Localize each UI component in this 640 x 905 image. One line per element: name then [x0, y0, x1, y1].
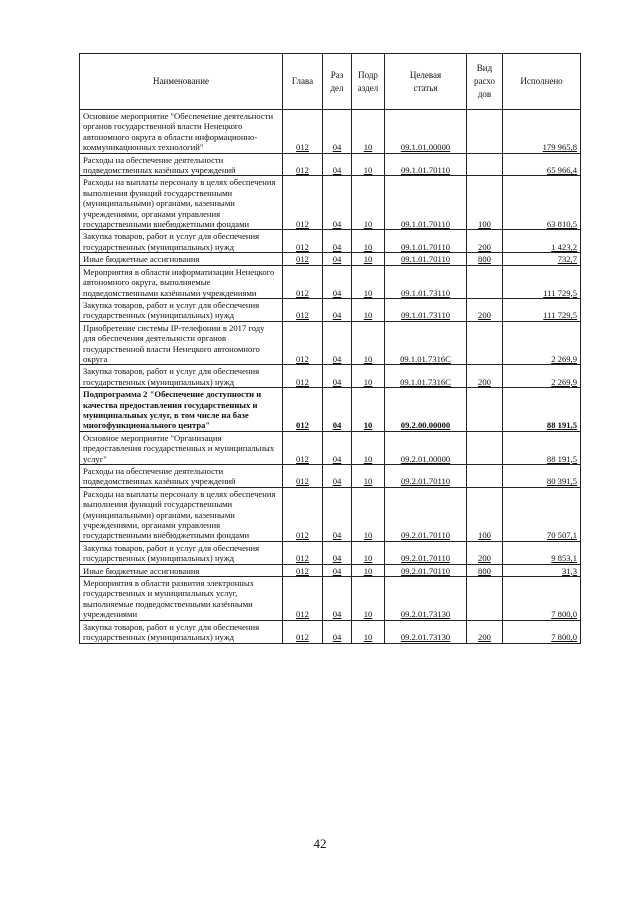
table-row — [80, 431, 581, 464]
cell-expense-type — [467, 577, 503, 621]
cell-expense-type — [467, 230, 503, 253]
cell-target — [385, 365, 467, 388]
table-row — [80, 253, 581, 265]
table-body — [80, 110, 581, 644]
cell-section-value: 04 — [332, 310, 342, 321]
cell-expense-type — [467, 620, 503, 643]
cell-target-value: 09.1.01.7316С — [400, 353, 451, 364]
cell-expense-type — [467, 321, 503, 365]
cell-target-value: 09.1.01.70110 — [400, 254, 451, 265]
cell-expense-type — [467, 253, 503, 265]
cell-subsection-value: 10 — [363, 241, 373, 252]
cell-target-value: 09.1.01.00000 — [400, 142, 451, 153]
cell-section-value: 04 — [332, 165, 342, 176]
cell-executed-value: 7 800,0 — [551, 609, 577, 620]
cell-target-value: 09.1.01.73110 — [400, 287, 451, 298]
cell-section — [323, 321, 352, 365]
cell-executed-value: 179 965,8 — [542, 142, 577, 153]
cell-executed — [503, 110, 581, 154]
cell-name: Закупка товаров, работ и услуг для обеспечения государственных (муниципальных) нужд — [80, 541, 283, 564]
cell-target-value: 09.2.00.00000 — [400, 420, 451, 431]
cell-subsection — [352, 388, 385, 432]
cell-executed-value: 31,3 — [561, 565, 577, 576]
cell-chapter-value: 012 — [296, 609, 309, 620]
cell-subsection-value: 10 — [363, 310, 373, 321]
cell-chapter-value: 012 — [296, 254, 309, 265]
budget-table — [79, 53, 581, 644]
table-row — [80, 541, 581, 564]
cell-chapter-value: 012 — [296, 565, 309, 576]
cell-chapter-value: 012 — [296, 453, 309, 464]
cell-target-value: 09.1.01.7316С — [400, 376, 451, 387]
cell-chapter-value: 012 — [296, 376, 309, 387]
cell-target-value: 09.2.01.70110 — [400, 565, 451, 576]
header-subsection: Подр аздел — [352, 54, 385, 110]
cell-subsection — [352, 110, 385, 154]
cell-target-value: 09.2.01.70110 — [400, 530, 451, 541]
cell-subsection-value: 10 — [363, 287, 373, 298]
cell-subsection-value: 10 — [363, 165, 373, 176]
header-expense-type: Вид расхо дов — [467, 54, 503, 110]
cell-target-value: 09.2.01.70110 — [400, 476, 451, 487]
cell-name: Основное мероприятие "Организация предоставления государственных и муниципальных услуг" — [80, 431, 283, 464]
cell-chapter-value: 012 — [296, 241, 309, 252]
cell-target — [385, 564, 467, 576]
cell-executed — [503, 487, 581, 541]
table-row — [80, 620, 581, 643]
cell-executed-value: 1 423,2 — [551, 241, 577, 252]
cell-chapter — [283, 620, 323, 643]
cell-name: Мероприятия в области развития электронных государственных и муниципальных услуг, выполняемые подведомственными казёнными учреждениями — [80, 577, 283, 621]
cell-name: Расходы на выплаты персоналу в целях обеспечения выполнения функций государственными (муниципальными) органами, казенными учреждениями, органами управления государственными внебюджетными фондами — [80, 487, 283, 541]
table-row — [80, 365, 581, 388]
cell-executed-value: 111 729,5 — [543, 287, 577, 298]
cell-subsection — [352, 253, 385, 265]
cell-executed — [503, 265, 581, 298]
header-executed: Исполнено — [503, 54, 581, 110]
cell-executed-value: 2 269,9 — [551, 376, 577, 387]
cell-expense-type — [467, 298, 503, 321]
cell-section-value: 04 — [332, 420, 342, 431]
cell-expense-type-value: 200 — [478, 553, 491, 564]
cell-chapter-value: 012 — [296, 420, 309, 431]
cell-target-value: 09.2.01.73130 — [400, 632, 451, 643]
cell-expense-type — [467, 365, 503, 388]
cell-subsection-value: 10 — [363, 142, 373, 153]
table-row — [80, 298, 581, 321]
cell-expense-type-value: 100 — [478, 219, 491, 230]
cell-name: Закупка товаров, работ и услуг для обеспечения государственных (муниципальных) нужд — [80, 365, 283, 388]
cell-executed-value: 80 391,5 — [546, 476, 577, 487]
cell-expense-type — [467, 265, 503, 298]
cell-section — [323, 541, 352, 564]
cell-section-value: 04 — [332, 241, 342, 252]
cell-chapter-value: 012 — [296, 632, 309, 643]
cell-executed — [503, 253, 581, 265]
cell-section-value: 04 — [332, 609, 342, 620]
cell-subsection — [352, 298, 385, 321]
cell-subsection — [352, 465, 385, 488]
cell-section-value: 04 — [332, 453, 342, 464]
cell-target — [385, 153, 467, 176]
cell-target — [385, 110, 467, 154]
cell-target — [385, 265, 467, 298]
cell-target-value: 09.1.01.70110 — [400, 165, 451, 176]
cell-name: Закупка товаров, работ и услуг для обеспечения государственных (муниципальных) нужд — [80, 298, 283, 321]
cell-executed — [503, 388, 581, 432]
cell-executed — [503, 541, 581, 564]
table-header-row — [80, 54, 581, 110]
cell-section-value: 04 — [332, 530, 342, 541]
cell-section-value: 04 — [332, 142, 342, 153]
table-row — [80, 153, 581, 176]
cell-chapter — [283, 321, 323, 365]
cell-section — [323, 253, 352, 265]
cell-executed-value: 732,7 — [557, 254, 577, 265]
cell-executed — [503, 153, 581, 176]
cell-expense-type — [467, 110, 503, 154]
cell-subsection-value: 10 — [363, 632, 373, 643]
cell-subsection-value: 10 — [363, 376, 373, 387]
cell-target — [385, 577, 467, 621]
cell-section — [323, 298, 352, 321]
cell-section — [323, 176, 352, 230]
cell-chapter-value: 012 — [296, 165, 309, 176]
cell-expense-type-value: 800 — [478, 565, 491, 576]
cell-executed — [503, 321, 581, 365]
cell-executed-value: 9 853,1 — [551, 553, 577, 564]
cell-subsection-value: 10 — [363, 609, 373, 620]
cell-target — [385, 176, 467, 230]
cell-subsection — [352, 564, 385, 576]
cell-executed-value: 88 191,5 — [546, 453, 577, 464]
cell-subsection — [352, 431, 385, 464]
cell-chapter — [283, 230, 323, 253]
cell-chapter-value: 012 — [296, 530, 309, 541]
cell-executed — [503, 230, 581, 253]
budget-table-container — [79, 53, 580, 644]
cell-expense-type — [467, 153, 503, 176]
header-target: Целевая статья — [385, 54, 467, 110]
cell-subsection-value: 10 — [363, 565, 373, 576]
cell-name: Иные бюджетные ассигнования — [80, 564, 283, 576]
cell-subsection — [352, 153, 385, 176]
cell-target-value: 09.1.01.70110 — [400, 241, 451, 252]
cell-section — [323, 620, 352, 643]
cell-section — [323, 388, 352, 432]
cell-subsection — [352, 620, 385, 643]
cell-section — [323, 265, 352, 298]
cell-expense-type-value: 800 — [478, 254, 491, 265]
cell-chapter — [283, 176, 323, 230]
table-row — [80, 577, 581, 621]
cell-target — [385, 465, 467, 488]
cell-subsection-value: 10 — [363, 476, 373, 487]
cell-subsection — [352, 230, 385, 253]
cell-chapter — [283, 388, 323, 432]
cell-expense-type — [467, 541, 503, 564]
cell-expense-type — [467, 487, 503, 541]
cell-section-value: 04 — [332, 376, 342, 387]
cell-chapter-value: 012 — [296, 219, 309, 230]
cell-executed — [503, 577, 581, 621]
cell-executed — [503, 465, 581, 488]
cell-section — [323, 487, 352, 541]
cell-expense-type-value: 200 — [478, 310, 491, 321]
cell-target-value: 09.2.01.00000 — [400, 453, 451, 464]
cell-target-value: 09.1.01.70110 — [400, 219, 451, 230]
cell-name: Расходы на выплаты персоналу в целях обеспечения выполнения функций государственными (муниципальными) органами, казенными учреждениями, органами управления государственными внебюджетными фондами — [80, 176, 283, 230]
cell-section — [323, 110, 352, 154]
cell-name: Расходы на обеспечение деятельности подведомственных казённых учреждений — [80, 465, 283, 488]
cell-expense-type-value: 200 — [478, 632, 491, 643]
cell-section-value: 04 — [332, 565, 342, 576]
cell-chapter — [283, 465, 323, 488]
cell-chapter-value: 012 — [296, 310, 309, 321]
cell-subsection — [352, 541, 385, 564]
cell-section — [323, 564, 352, 576]
cell-subsection — [352, 365, 385, 388]
cell-name: Закупка товаров, работ и услуг для обеспечения государственных (муниципальных) нужд — [80, 620, 283, 643]
cell-name: Приобретение системы IP-телефонии в 2017 году для обеспечения деятельности органов государственной власти Ненецкого автономного округа — [80, 321, 283, 365]
cell-section — [323, 431, 352, 464]
cell-section-value: 04 — [332, 287, 342, 298]
cell-section — [323, 230, 352, 253]
cell-executed-value: 63 810,5 — [546, 219, 577, 230]
cell-name: Расходы на обеспечение деятельности подведомственных казённых учреждений — [80, 153, 283, 176]
cell-section — [323, 365, 352, 388]
cell-subsection — [352, 265, 385, 298]
cell-target-value: 09.2.01.70110 — [400, 553, 451, 564]
cell-section-value: 04 — [332, 353, 342, 364]
cell-name: Иные бюджетные ассигнования — [80, 253, 283, 265]
cell-executed-value: 70 507,1 — [546, 530, 577, 541]
header-name: Наименование — [80, 54, 283, 110]
cell-chapter — [283, 431, 323, 464]
cell-subsection — [352, 321, 385, 365]
cell-subsection-value: 10 — [363, 254, 373, 265]
cell-chapter — [283, 265, 323, 298]
cell-section-value: 04 — [332, 254, 342, 265]
cell-name: Закупка товаров, работ и услуг для обеспечения государственных (муниципальных) нужд — [80, 230, 283, 253]
header-section: Раз дел — [323, 54, 352, 110]
cell-chapter-value: 012 — [296, 142, 309, 153]
cell-subsection-value: 10 — [363, 453, 373, 464]
cell-subsection — [352, 577, 385, 621]
cell-target-value: 09.1.01.73110 — [400, 310, 451, 321]
cell-subsection — [352, 176, 385, 230]
cell-executed-value: 111 729,5 — [543, 310, 577, 321]
cell-chapter — [283, 564, 323, 576]
cell-subsection-value: 10 — [363, 553, 373, 564]
cell-executed-value: 88 191,5 — [546, 420, 577, 431]
cell-chapter — [283, 298, 323, 321]
header-chapter: Глава — [283, 54, 323, 110]
cell-target — [385, 541, 467, 564]
table-row — [80, 230, 581, 253]
cell-section-value: 04 — [332, 219, 342, 230]
cell-executed — [503, 365, 581, 388]
cell-chapter — [283, 487, 323, 541]
cell-chapter — [283, 541, 323, 564]
cell-chapter — [283, 577, 323, 621]
cell-subsection-value: 10 — [363, 530, 373, 541]
table-row — [80, 388, 581, 432]
cell-executed — [503, 176, 581, 230]
table-row — [80, 564, 581, 576]
cell-chapter — [283, 253, 323, 265]
cell-section-value: 04 — [332, 476, 342, 487]
cell-expense-type — [467, 176, 503, 230]
table-row — [80, 110, 581, 154]
cell-chapter — [283, 110, 323, 154]
cell-executed-value: 65 966,4 — [546, 165, 577, 176]
cell-expense-type-value: 100 — [478, 530, 491, 541]
cell-target — [385, 298, 467, 321]
cell-target — [385, 253, 467, 265]
cell-chapter-value: 012 — [296, 287, 309, 298]
cell-target — [385, 620, 467, 643]
cell-section-value: 04 — [332, 632, 342, 643]
cell-subsection-value: 10 — [363, 219, 373, 230]
cell-expense-type — [467, 564, 503, 576]
cell-executed — [503, 564, 581, 576]
cell-subsection-value: 10 — [363, 420, 373, 431]
cell-target — [385, 487, 467, 541]
cell-section-value: 04 — [332, 553, 342, 564]
cell-expense-type — [467, 431, 503, 464]
cell-name: Мероприятия в области информатизации Ненецкого автономного округа, выполняемые подведомственными казёнными учреждениями — [80, 265, 283, 298]
cell-name: Подпрограмма 2 "Обеспечение доступности и качества предоставления государственных и муниципальных услуг, в том числе на базе многофункционального центра" — [80, 388, 283, 432]
cell-section — [323, 153, 352, 176]
cell-section — [323, 577, 352, 621]
cell-section — [323, 465, 352, 488]
page-number: 42 — [313, 836, 327, 851]
table-row — [80, 176, 581, 230]
cell-executed — [503, 620, 581, 643]
cell-chapter-value: 012 — [296, 353, 309, 364]
table-row — [80, 265, 581, 298]
cell-target — [385, 431, 467, 464]
cell-expense-type — [467, 388, 503, 432]
cell-name: Основное мероприятие "Обеспечение деятельности органов государственной власти Ненецкого автономного округа в области информационно-коммуникационных технологий" — [80, 110, 283, 154]
cell-chapter-value: 012 — [296, 553, 309, 564]
cell-chapter — [283, 153, 323, 176]
cell-subsection — [352, 487, 385, 541]
cell-target — [385, 388, 467, 432]
cell-target — [385, 230, 467, 253]
cell-executed — [503, 431, 581, 464]
cell-chapter — [283, 365, 323, 388]
cell-target — [385, 321, 467, 365]
cell-executed-value: 2 269,9 — [551, 353, 577, 364]
table-row — [80, 321, 581, 365]
cell-expense-type — [467, 465, 503, 488]
cell-expense-type-value: 200 — [478, 376, 491, 387]
cell-subsection-value: 10 — [363, 353, 373, 364]
cell-executed — [503, 298, 581, 321]
table-row — [80, 465, 581, 488]
cell-executed-value: 7 800,0 — [551, 632, 577, 643]
cell-target-value: 09.2.01.73130 — [400, 609, 451, 620]
cell-chapter-value: 012 — [296, 476, 309, 487]
table-row — [80, 487, 581, 541]
cell-expense-type-value: 200 — [478, 241, 491, 252]
